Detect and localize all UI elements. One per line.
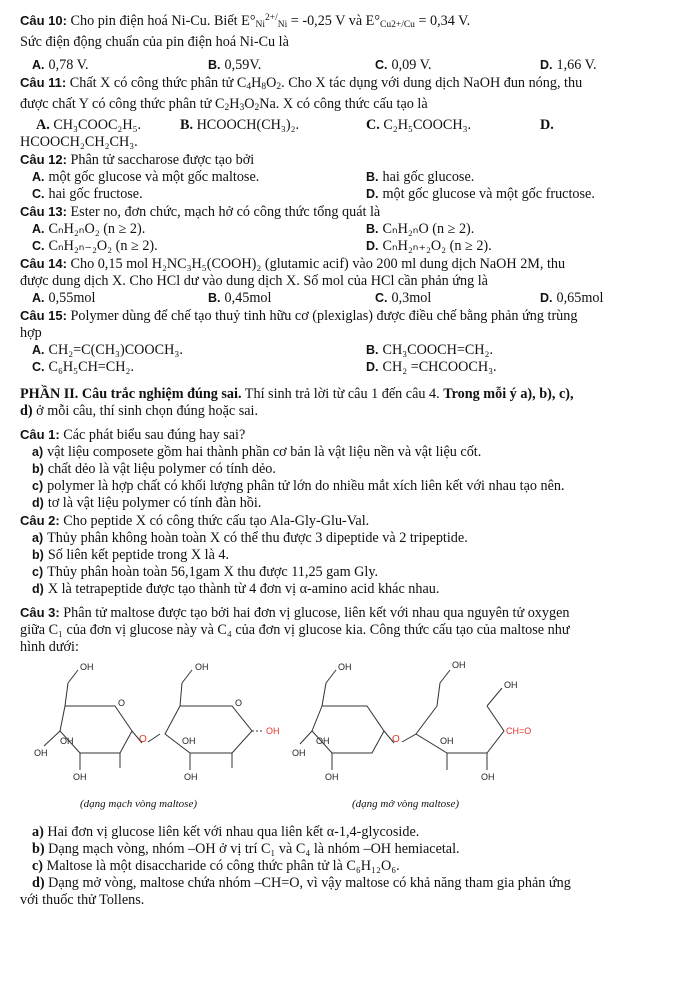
question-14	[20, 255, 686, 273]
question-15	[20, 307, 686, 325]
svg-text:OH: OH	[184, 772, 198, 782]
option-d[interactable]: D. CₙH₂ₙ₊₂O₂ (n ≥ 2).	[366, 238, 492, 254]
option-row	[20, 169, 686, 186]
option-a[interactable]: A. CH₂=C(CH₃)COOCH₃.	[32, 342, 183, 358]
caption-ring: (dạng mạch vòng maltose)	[80, 798, 198, 810]
tf-question-2	[20, 512, 686, 530]
statement-d[interactable]: d) tơ là vật liệu polymer có tính đàn hồi.	[32, 495, 262, 511]
question-11	[20, 74, 686, 96]
svg-text:OH: OH	[481, 772, 495, 782]
caption-open: (dạng mở vòng maltose)	[352, 798, 459, 810]
option-c[interactable]: C. 0,09 V.	[375, 57, 432, 73]
statement-a[interactable]: a) vật liệu composete gồm hai thành phần cơ bản là vật liệu nền và vật liệu cốt.	[32, 444, 482, 460]
option-b[interactable]: B. CₙH₂ₙO (n ≥ 2).	[366, 221, 475, 237]
question-text: Cho peptide X có công thức cấu tạo Ala-Gly-Glu-Val.	[59, 513, 370, 529]
question-text: Ester no, đơn chức, mạch hở có công thức tổng quát là	[66, 204, 381, 220]
svg-text:OH: OH	[504, 680, 518, 690]
question-text: Phân tử saccharose được tạo bởi	[66, 152, 255, 168]
option-c[interactable]: C. CₙH₂ₙ₋₂O₂ (n ≥ 2).	[32, 238, 158, 254]
maltose-ring-structure	[20, 658, 290, 798]
option-row	[20, 290, 686, 307]
question-text-line: hợp	[20, 325, 42, 341]
statement-b[interactable]: b) chất dẻo là vật liệu polymer có tính dẻo.	[32, 461, 276, 477]
statement-d[interactable]: d) X là tetrapeptide được tạo thành từ 4 đơn vị α-amino acid khác nhau.	[32, 581, 440, 597]
option-d[interactable]: D. 1,66 V.	[540, 57, 597, 73]
option-row	[20, 221, 686, 238]
question-label: Câu 3:	[20, 605, 60, 620]
option-c[interactable]: C. C₆H₅CH=CH₂.	[32, 359, 135, 375]
question-label: Câu 2:	[20, 513, 60, 528]
option-a[interactable]: A. 0,55mol	[32, 290, 96, 306]
option-c[interactable]: C. C₂H₅COOCH₃.	[366, 117, 472, 133]
tf-question-3	[20, 604, 686, 622]
svg-text:O: O	[235, 698, 243, 708]
question-text-line: giữa C₁ của đơn vị glucose này và C₄ của đơn vị glucose kia. Công thức cấu tạo của maltose như	[20, 622, 570, 638]
option-a[interactable]: A. CH₃COOC₂H₅.	[36, 117, 142, 133]
svg-text:OH: OH	[80, 662, 94, 672]
option-row	[20, 57, 686, 74]
statement-b[interactable]: b) Số liên kết peptide trong X là 4.	[32, 547, 230, 563]
option-b[interactable]: B. 0,59V.	[208, 57, 262, 73]
svg-text:OH: OH	[440, 736, 454, 746]
part-2-heading: PHẦN II. Câu trắc nghiệm đúng sai. Thí sinh trả lời từ câu 1 đến câu 4. Trong mỗi ý a), b), c),	[20, 386, 574, 402]
question-label: Câu 14:	[20, 256, 67, 271]
maltose-figure	[20, 658, 686, 818]
svg-text:OH: OH	[266, 726, 280, 736]
part-2-heading-line: d) ở mỗi câu, thí sinh chọn đúng hoặc sai.	[20, 403, 259, 419]
option-row	[20, 238, 686, 255]
option-c[interactable]: C. hai gốc fructose.	[32, 186, 143, 202]
option-d[interactable]: D. một gốc glucose và một gốc fructose.	[366, 186, 595, 202]
option-row	[20, 359, 686, 376]
question-label: Câu 12:	[20, 152, 67, 167]
option-row	[20, 186, 686, 203]
svg-text:O: O	[118, 698, 126, 708]
question-label: Câu 1:	[20, 427, 60, 442]
question-text-line: Sức điện động chuẩn của pin điện hoá Ni-Cu là	[20, 34, 289, 50]
option-d[interactable]: D.	[540, 117, 554, 133]
question-13	[20, 203, 686, 221]
option-row	[20, 342, 686, 359]
option-row	[20, 117, 686, 134]
question-label: Câu 15:	[20, 308, 67, 323]
tf-question-1	[20, 426, 686, 444]
question-label: Câu 11:	[20, 75, 67, 90]
svg-text:OH: OH	[325, 772, 339, 782]
question-text: Cho pin điện hoá Ni-Cu. Biết $E^\circ_{Ni}^{2+/}_{Ni} = -0,25$ V và $E^\circ_{Cu2+/Cu} = 0,34$ V.	[70, 13, 471, 30]
option-b[interactable]: B. CH₃COOCH=CH₂.	[366, 342, 494, 358]
statement-c[interactable]: c) Thủy phân hoàn toàn 56,1gam X thu được 11,25 gam Gly.	[32, 564, 379, 580]
question-text: Các phát biểu sau đúng hay sai?	[59, 427, 246, 443]
option-b[interactable]: B. 0,45mol	[208, 290, 272, 306]
option-d[interactable]: D. 0,65mol	[540, 290, 604, 306]
option-a[interactable]: A. một gốc glucose và một gốc maltose.	[32, 169, 260, 185]
question-text: Chất X có công thức phân tử $C_4H_8O_2$. Cho X tác dụng với dung dịch NaOH đun nóng, thu	[66, 75, 583, 92]
option-a[interactable]: A. CₙH₂ₙO₂ (n ≥ 2).	[32, 221, 146, 237]
option-a[interactable]: A. 0,78 V.	[32, 57, 89, 73]
option-c[interactable]: C. 0,3mol	[375, 290, 432, 306]
option-d[interactable]: D. CH₂ =CHCOOCH₃.	[366, 359, 497, 375]
statement-b[interactable]: b) Dạng mạch vòng, nhóm –OH ở vị trí C₁ và C₄ là nhóm –OH hemiacetal.	[32, 841, 460, 857]
document-page	[20, 10, 686, 909]
svg-text:OH: OH	[182, 736, 196, 746]
svg-text:OH: OH	[60, 736, 74, 746]
svg-text:OH: OH	[316, 736, 330, 746]
svg-text:OH: OH	[73, 772, 87, 782]
question-text: Cho 0,15 mol H₂NC₃H₅(COOH)₂ (glutamic acif) vào 200 ml dung dịch NaOH 2M, thu	[66, 256, 566, 272]
svg-text:O: O	[392, 734, 400, 745]
svg-text:OH: OH	[338, 662, 352, 672]
svg-text:OH: OH	[452, 660, 466, 670]
statement-d[interactable]: d) Dạng mở vòng, maltose chứa nhóm –CH=O, vì vậy maltose có khả năng tham gia phản ứng	[32, 875, 571, 891]
question-text: Phân tử maltose được tạo bởi hai đơn vị glucose, liên kết với nhau qua nguyên tử oxygen	[59, 605, 570, 621]
question-text-line: được dung dịch X. Cho HCl dư vào dung dịch X. Số mol của HCl cần phản ứng là	[20, 273, 488, 289]
question-label: Câu 13:	[20, 204, 67, 219]
statement-c[interactable]: c) Maltose là một disaccharide có công thức phân tử là C₆H₁₂O₆.	[32, 858, 400, 874]
option-b[interactable]: B. hai gốc glucose.	[366, 169, 475, 185]
statement-a[interactable]: a) Hai đơn vị glucose liên kết với nhau qua liên kết α-1,4-glycoside.	[32, 824, 420, 840]
svg-text:OH: OH	[34, 748, 48, 758]
question-text: Polymer dùng để chế tạo thuỷ tinh hữu cơ (plexiglas) được điều chế bằng phản ứng trùng	[66, 308, 578, 324]
question-12	[20, 151, 686, 169]
statement-a[interactable]: a) Thủy phân không hoàn toàn X có thể thu được 3 dipeptide và 2 tripeptide.	[32, 530, 468, 546]
maltose-open-structure	[292, 658, 552, 798]
statement-c[interactable]: c) polymer là hợp chất có khối lượng phân tử lớn do nhiều mắt xích liên kết với nhau tạo nên.	[32, 478, 565, 494]
question-text-line: được chất Y có công thức phân tử $C_2H_3O_2Na$. X có công thức cấu tạo là	[20, 96, 428, 113]
svg-text:OH: OH	[292, 748, 306, 758]
question-text-line: hình dưới:	[20, 639, 79, 655]
svg-text:O: O	[139, 734, 147, 745]
statement-d-continued: với thuốc thử Tollens.	[20, 892, 145, 908]
option-d-text: HCOOCH₂CH₂CH₃.	[20, 134, 138, 150]
svg-text:OH: OH	[195, 662, 209, 672]
question-10	[20, 10, 686, 34]
question-label: Câu 10:	[20, 13, 67, 28]
svg-text:CH=O: CH=O	[506, 726, 532, 736]
option-b[interactable]: B. HCOOCH(CH₃)₂.	[180, 117, 300, 133]
